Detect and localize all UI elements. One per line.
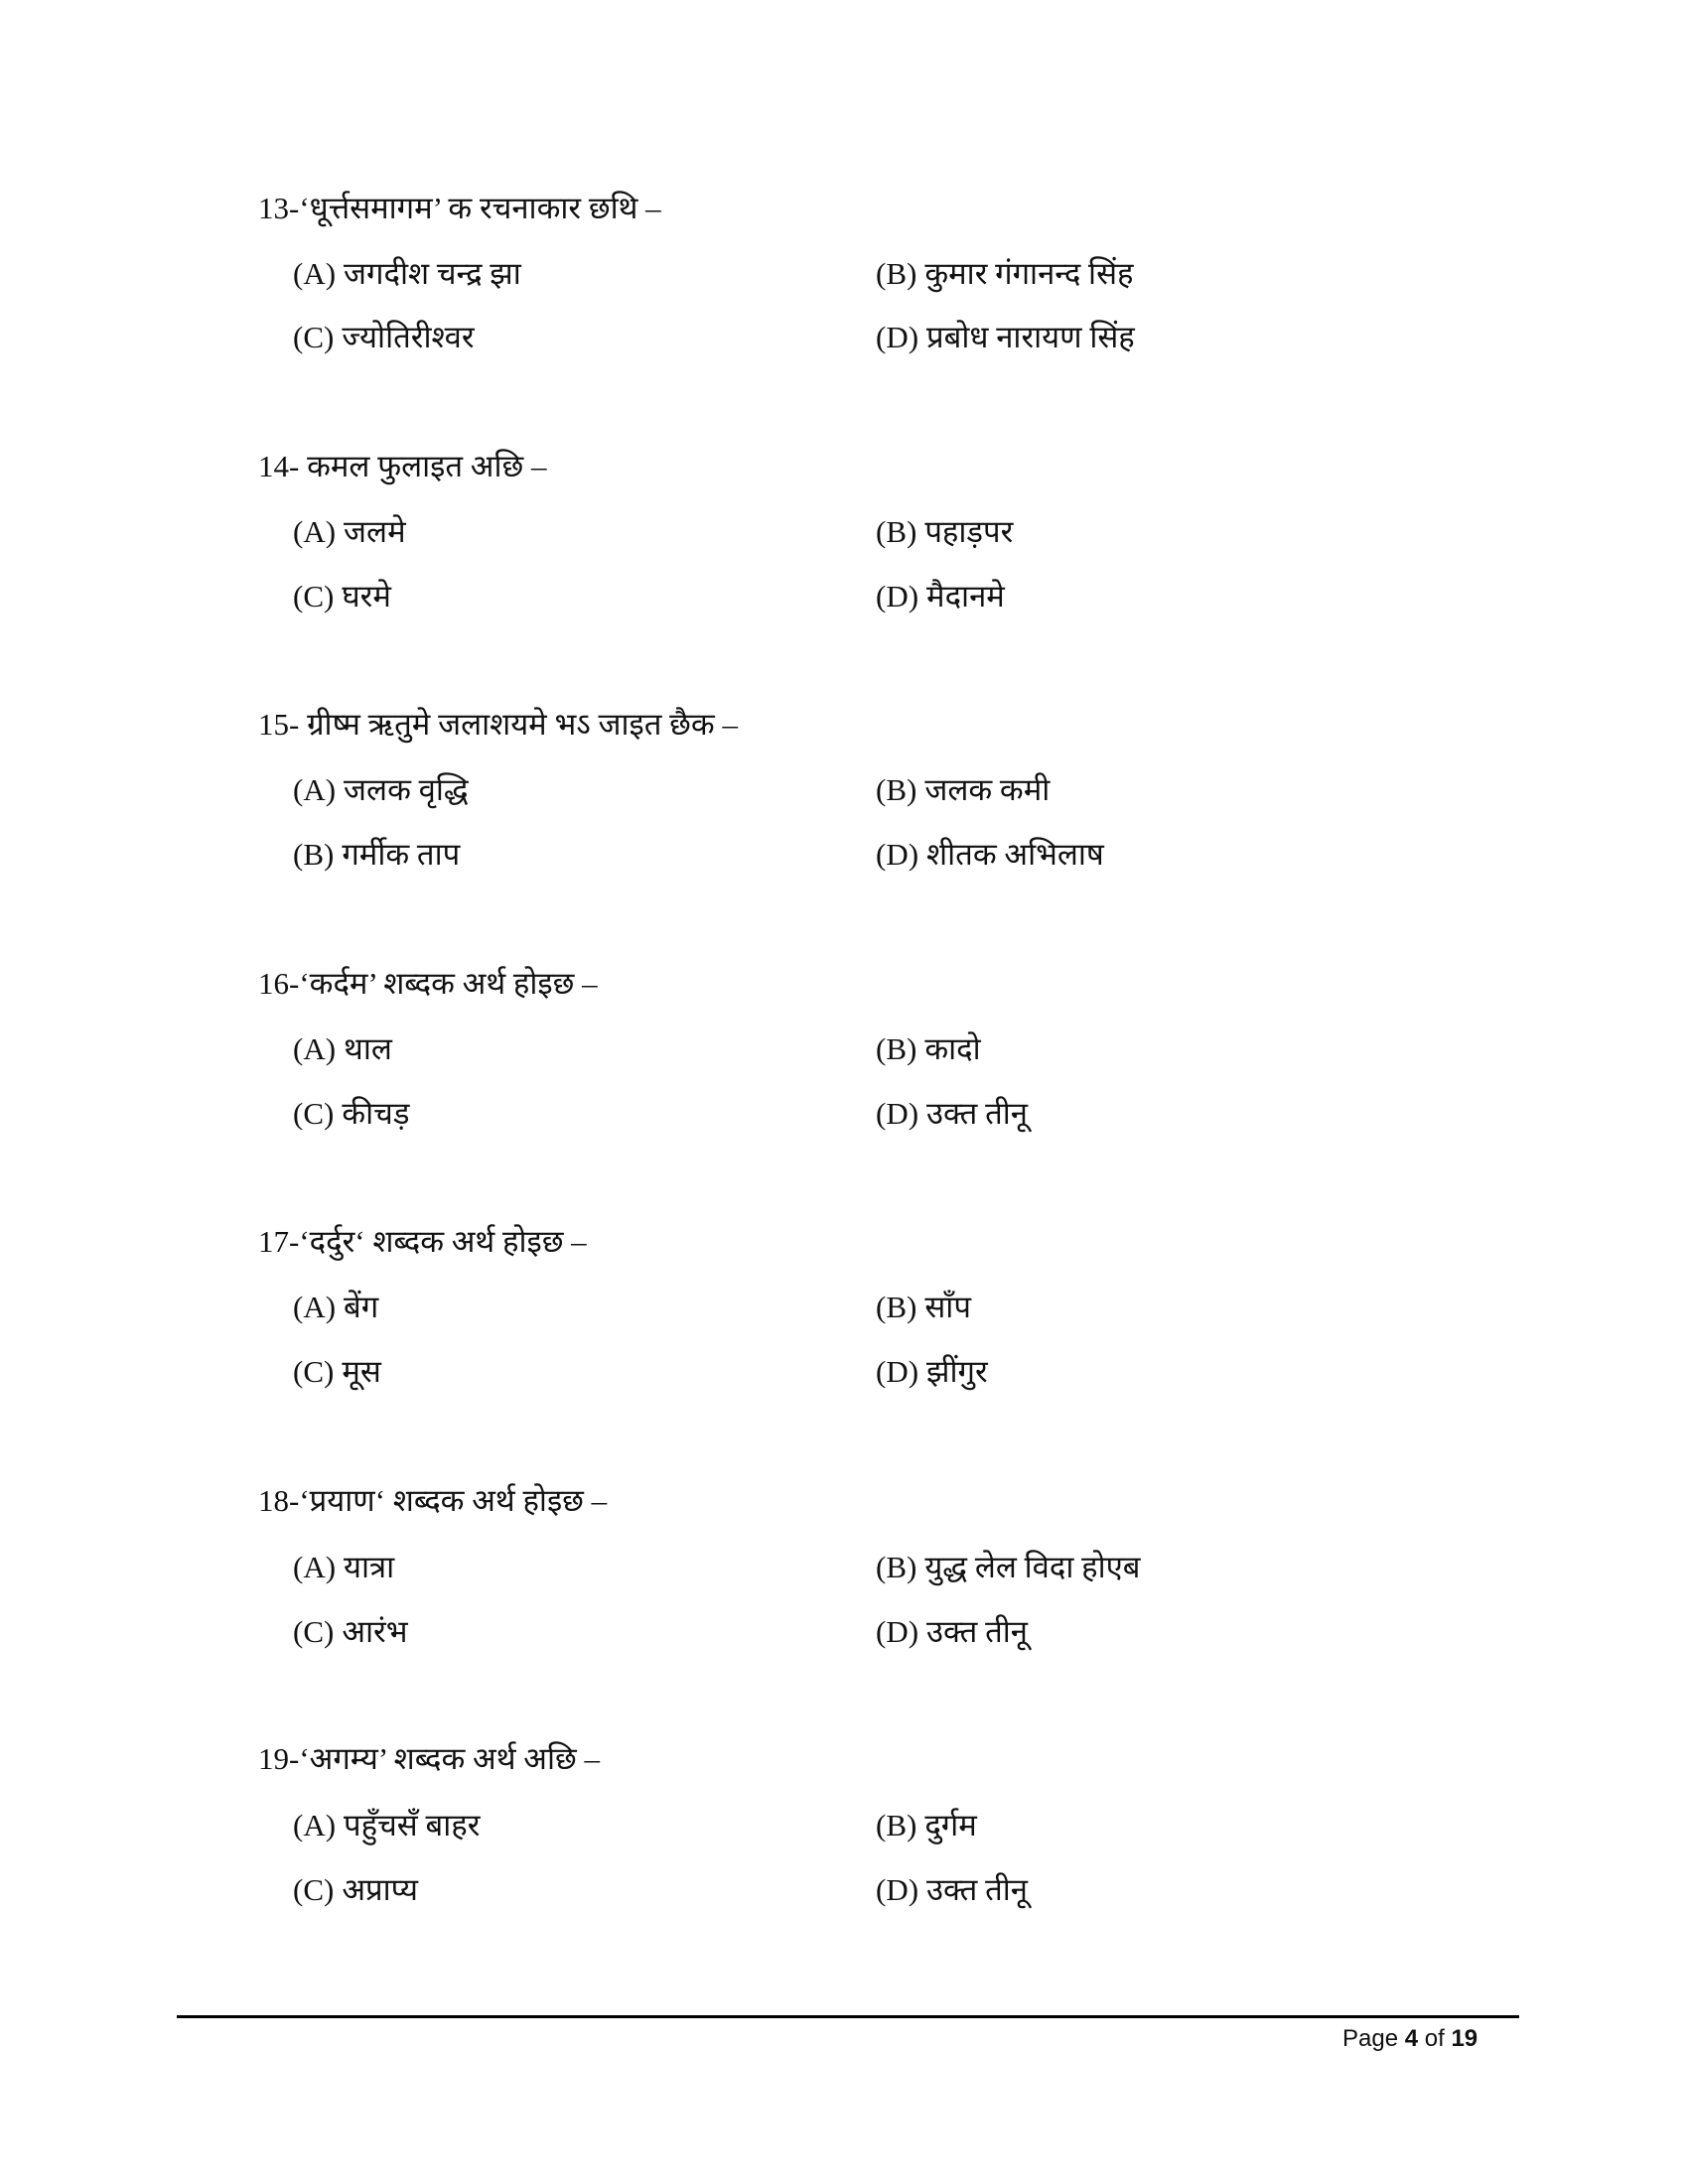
- option-14-b: [876, 512, 1013, 552]
- question-text: ‘दर्दुर‘ शब्दक अर्थ होइछ –: [299, 1224, 587, 1259]
- option-label: (A): [293, 1031, 337, 1066]
- option-text: जलमे: [344, 514, 406, 549]
- option-19-c: [293, 1870, 418, 1910]
- option-text: शीतक अभिलाष: [926, 837, 1104, 872]
- option-text: जलक वृद्धि: [344, 772, 469, 807]
- current-page: 4: [1404, 2025, 1419, 2052]
- option-label: (B): [876, 1550, 917, 1584]
- question-text: कमल फुलाइत अछि –: [299, 449, 547, 483]
- option-16-b: [876, 1029, 981, 1069]
- option-label: (B): [876, 1808, 917, 1843]
- option-label: (B): [876, 256, 917, 291]
- question-number: 16-: [258, 966, 300, 1001]
- option-label: (B): [293, 837, 335, 872]
- option-label: (D): [876, 1614, 919, 1649]
- question-text: ‘धूर्त्तसमागम’ क रचनाकार छथि –: [299, 191, 661, 225]
- option-label: (B): [876, 1031, 917, 1066]
- option-label: (D): [876, 1096, 919, 1131]
- option-text: यात्रा: [344, 1550, 395, 1584]
- option-17-d: [876, 1352, 988, 1392]
- question-number: 18-: [258, 1483, 300, 1518]
- option-15-a: [293, 770, 469, 810]
- option-label: (D): [876, 579, 919, 614]
- option-label: (A): [293, 1290, 337, 1324]
- option-label: (C): [293, 1614, 335, 1649]
- option-label: (D): [876, 1872, 919, 1907]
- option-text: साँप: [924, 1290, 971, 1324]
- option-14-c: [293, 577, 391, 616]
- option-label: (B): [876, 1290, 917, 1324]
- option-text: घरमे: [342, 579, 391, 614]
- question-number: 13-: [258, 191, 300, 225]
- question-14: [258, 447, 546, 486]
- page-number: [1342, 2023, 1477, 2055]
- page-word: Page: [1342, 2025, 1405, 2052]
- option-13-b: [876, 254, 1134, 294]
- question-text: ‘कर्दम’ शब्दक अर्थ होइछ –: [299, 966, 598, 1001]
- option-text: पहुँचसँ बाहर: [344, 1808, 481, 1843]
- option-text: आरंभ: [342, 1614, 408, 1649]
- option-17-c: [293, 1352, 381, 1392]
- option-15-d: [876, 835, 1104, 875]
- option-label: (C): [293, 1872, 335, 1907]
- of-word: of: [1418, 2025, 1452, 2052]
- option-text: दुर्गम: [924, 1808, 977, 1843]
- option-16-d: [876, 1094, 1028, 1134]
- option-label: (B): [876, 772, 917, 807]
- question-text: ग्रीष्म ऋतुमे जलाशयमे भऽ जाइत छैक –: [299, 707, 738, 742]
- option-18-a: [293, 1548, 394, 1587]
- option-19-b: [876, 1806, 977, 1845]
- option-14-d: [876, 577, 1005, 616]
- option-17-b: [876, 1288, 971, 1327]
- option-label: (C): [293, 1354, 335, 1389]
- option-text: उक्त तीनू: [926, 1096, 1028, 1131]
- option-15-c: [293, 835, 460, 875]
- option-14-a: [293, 512, 406, 552]
- option-text: बेंग: [344, 1290, 379, 1324]
- question-text: ‘अगम्य’ शब्दक अर्थ अछि –: [299, 1741, 600, 1776]
- question-text: ‘प्रयाण‘ शब्दक अर्थ होइछ –: [299, 1483, 608, 1518]
- option-13-a: [293, 254, 521, 294]
- question-number: 14-: [258, 449, 300, 483]
- option-text: अप्राप्य: [342, 1872, 418, 1907]
- option-text: पहाड़पर: [924, 514, 1014, 549]
- option-19-d: [876, 1870, 1028, 1910]
- option-label: (A): [293, 1808, 337, 1843]
- option-label: (C): [293, 579, 335, 614]
- option-13-d: [876, 318, 1135, 357]
- total-pages: 19: [1451, 2025, 1478, 2052]
- option-16-c: [293, 1094, 409, 1134]
- option-text: कीचड़: [342, 1096, 410, 1131]
- option-text: मैदानमे: [926, 579, 1005, 614]
- option-15-b: [876, 770, 1050, 810]
- question-number: 19-: [258, 1741, 300, 1776]
- option-label: (D): [876, 320, 919, 354]
- question-number: 17-: [258, 1224, 300, 1259]
- option-label: (A): [293, 772, 337, 807]
- option-label: (B): [876, 514, 917, 549]
- option-13-c: [293, 318, 475, 357]
- option-18-d: [876, 1612, 1028, 1652]
- option-label: (D): [876, 837, 919, 872]
- option-text: उक्त तीनू: [926, 1614, 1028, 1649]
- option-text: जगदीश चन्द्र झा: [344, 256, 521, 291]
- question-13: [258, 189, 661, 228]
- option-text: जलक कमी: [924, 772, 1051, 807]
- question-18: [258, 1481, 607, 1521]
- option-text: थाल: [344, 1031, 392, 1066]
- option-label: (A): [293, 1550, 337, 1584]
- option-text: उक्त तीनू: [926, 1872, 1028, 1907]
- option-label: (C): [293, 320, 335, 354]
- option-text: युद्ध लेल विदा होएब: [924, 1550, 1141, 1584]
- option-text: झींगुर: [926, 1354, 988, 1389]
- option-18-c: [293, 1612, 407, 1652]
- option-19-a: [293, 1806, 480, 1845]
- option-text: कादो: [924, 1031, 981, 1066]
- option-16-a: [293, 1029, 392, 1069]
- option-label: (A): [293, 514, 337, 549]
- option-text: ज्योतिरीश्वर: [342, 320, 475, 354]
- question-19: [258, 1739, 600, 1779]
- option-text: मूस: [342, 1354, 381, 1389]
- option-label: (A): [293, 256, 337, 291]
- question-16: [258, 964, 598, 1004]
- option-label: (D): [876, 1354, 919, 1389]
- option-text: प्रबोध नारायण सिंह: [926, 320, 1135, 354]
- question-number: 15-: [258, 707, 300, 742]
- footer-rule: [177, 2015, 1519, 2018]
- option-17-a: [293, 1288, 378, 1327]
- option-text: कुमार गंगानन्द सिंह: [924, 256, 1134, 291]
- option-text: गर्मीक ताप: [342, 837, 461, 872]
- question-15: [258, 705, 738, 745]
- question-17: [258, 1222, 587, 1262]
- option-18-b: [876, 1548, 1140, 1587]
- option-label: (C): [293, 1096, 335, 1131]
